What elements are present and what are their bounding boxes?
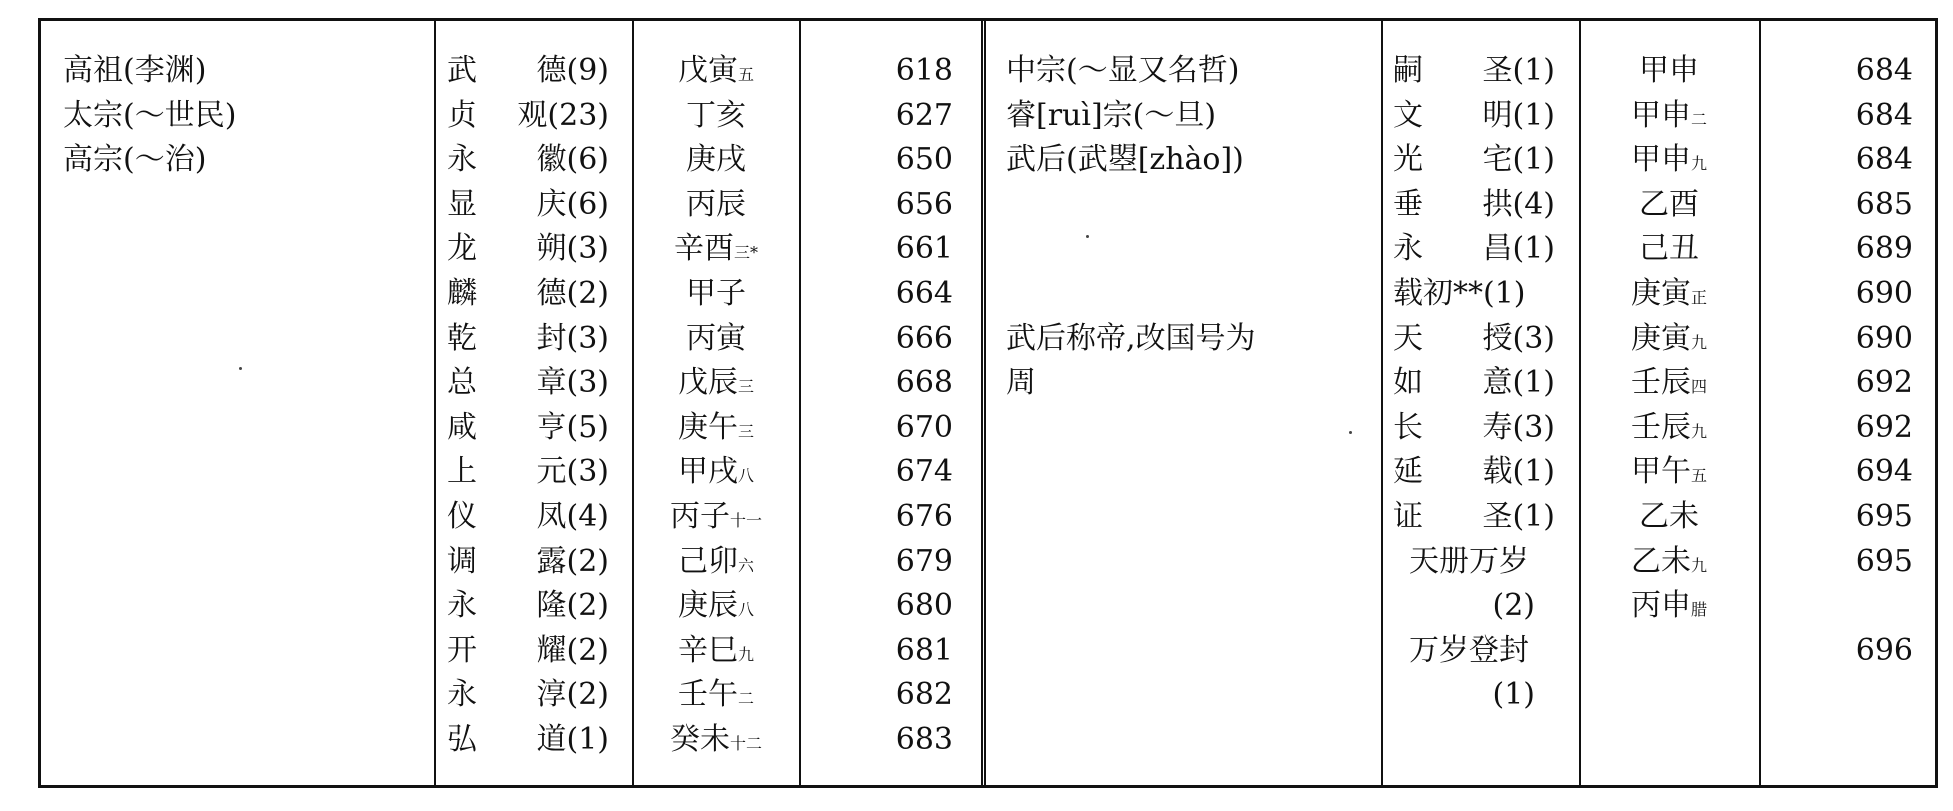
era-name: [1393, 227, 1575, 272]
month-marker: 四: [1690, 377, 1707, 397]
ganzhi-text: 甲申: [1630, 97, 1691, 133]
ganzhi-text: 甲戌: [677, 454, 738, 490]
ganzhi-text: 丙子: [669, 498, 730, 534]
ad-year: 696: [1855, 632, 1913, 668]
era-name-first-char: 弘: [447, 721, 477, 757]
ad-year: 684: [1855, 53, 1913, 88]
era-name-rest: 拱(4): [1482, 186, 1555, 222]
era-name-rest: 庆(6): [536, 186, 609, 222]
era-name-first-char: 仪: [447, 498, 477, 534]
ganzhi-text: 庚寅: [1630, 275, 1691, 311]
ruler-note: 武后称帝,改国号为: [1006, 320, 1256, 356]
ganzhi-text: 丙寅: [686, 320, 746, 356]
column-divider: [632, 21, 634, 785]
ad-year: 680: [895, 588, 953, 624]
ad-year: 676: [895, 498, 953, 534]
era-name-rest: 载(1): [1482, 454, 1555, 490]
ad-year: 656: [895, 186, 953, 222]
ganzhi-year: [636, 361, 796, 406]
era-name: [1393, 49, 1575, 94]
ganzhi-year: [636, 138, 796, 183]
ganzhi-year: [1583, 495, 1755, 540]
era-name: [447, 540, 627, 585]
era-name-first-char: 延: [1393, 454, 1423, 490]
ganzhi-text: 乙未: [1639, 498, 1699, 534]
ganzhi-year: [1583, 406, 1755, 451]
era-name-first-char: 垂: [1393, 186, 1423, 222]
month-marker: 五: [1690, 466, 1707, 486]
ganzhi-text: 甲申: [1639, 53, 1699, 88]
ganzhi-text: 壬辰: [1630, 409, 1691, 445]
ganzhi-text: 庚寅: [1630, 320, 1691, 356]
era-name-first-char: 光: [1393, 142, 1423, 178]
column-divider: [1381, 21, 1383, 785]
ganzhi-text: 丙申: [1630, 588, 1691, 624]
ad-year: 627: [895, 97, 953, 133]
ruler-name: 中宗(～显又名哲): [1006, 53, 1240, 88]
era-name: 载初**(1): [1393, 275, 1526, 311]
era-name-second-line: (1): [1492, 677, 1535, 713]
ad-year: 618: [895, 53, 953, 88]
month-marker: 腊: [1690, 600, 1707, 620]
ganzhi-year: [1583, 450, 1755, 495]
month-marker: 五: [737, 65, 754, 84]
era-name-first-char: 永: [1393, 231, 1423, 267]
ganzhi-text: 丙辰: [686, 186, 746, 222]
print-speck: [1086, 235, 1089, 238]
era-name-first-char: 永: [447, 142, 477, 178]
column-divider: [1759, 21, 1761, 785]
month-marker: 九: [1690, 332, 1707, 352]
era-name: [1393, 361, 1575, 406]
era-name-rest: 隆(2): [536, 588, 609, 624]
year-column-1: [803, 49, 953, 763]
ganzhi-year: [636, 629, 796, 674]
era-name-rest: 淳(2): [536, 677, 609, 713]
ruler-name: 睿[ruì]宗(～旦): [1006, 97, 1217, 133]
month-marker: 十二: [729, 733, 762, 753]
print-speck: [239, 367, 242, 370]
ad-year: 690: [1855, 275, 1913, 311]
ganzhi-text: 庚午: [677, 409, 738, 445]
ad-year: 683: [895, 721, 953, 757]
ad-year: 682: [895, 677, 953, 713]
ganzhi-text: 壬午: [677, 677, 738, 713]
ganzhi-year: [636, 49, 796, 94]
ganzhi-text: 乙未: [1630, 543, 1691, 579]
era-name-column-1: [447, 49, 627, 763]
month-marker: 八: [737, 600, 754, 620]
era-name-rest: 亨(5): [536, 409, 609, 445]
month-marker: 九: [1690, 421, 1707, 441]
era-name-rest: 授(3): [1482, 320, 1555, 356]
era-name-first-char: 贞: [447, 97, 477, 133]
month-marker: 九: [1690, 555, 1707, 575]
era-name-first-char: 嗣: [1393, 53, 1423, 88]
era-name-first-char: 证: [1393, 498, 1423, 534]
era-name-first-char: 天: [1393, 320, 1423, 356]
era-name-first-char: 开: [447, 632, 477, 668]
era-name-rest: 圣(1): [1482, 53, 1555, 88]
ganzhi-text: 甲子: [686, 275, 746, 311]
era-table: [38, 18, 1938, 788]
month-marker: 十一: [729, 510, 762, 530]
month-marker: 六: [737, 555, 754, 575]
month-marker: 三: [737, 421, 754, 441]
ganzhi-year: [636, 183, 796, 228]
ganzhi-year: [1583, 183, 1755, 228]
era-name-rest: 圣(1): [1482, 498, 1555, 534]
ad-year: 679: [895, 543, 953, 579]
era-name-rest: 寿(3): [1482, 409, 1555, 445]
month-marker: 八: [737, 466, 754, 486]
ad-year: 666: [895, 320, 953, 356]
ganzhi-year: [636, 540, 796, 585]
ganzhi-year: [636, 673, 796, 718]
ad-year: 692: [1855, 409, 1913, 445]
era-name: [1393, 138, 1575, 183]
era-name: [1393, 317, 1575, 362]
era-name: [1393, 495, 1575, 540]
ganzhi-text: 壬辰: [1630, 365, 1691, 401]
era-name-rest: 意(1): [1482, 365, 1555, 401]
column-divider: [1579, 21, 1581, 785]
ganzhi-year: [1583, 361, 1755, 406]
era-name-rest: 徽(6): [536, 142, 609, 178]
ganzhi-year: [636, 718, 796, 763]
ad-year: 681: [895, 632, 953, 668]
era-name-rest: 章(3): [536, 365, 609, 401]
ganzhi-text: 丁亥: [686, 97, 746, 133]
era-name-first-char: 长: [1393, 409, 1423, 445]
ruler-name: [1006, 272, 1371, 317]
era-name-first-char: 永: [447, 588, 477, 624]
column-divider: [799, 21, 801, 785]
month-marker: 三*: [733, 243, 758, 263]
ad-year: 695: [1855, 498, 1913, 534]
era-name-first-char: 乾: [447, 320, 477, 356]
era-name-first-line: 天册万岁: [1409, 543, 1529, 579]
era-name-rest: 道(1): [536, 721, 609, 757]
ad-year: 684: [1855, 97, 1913, 133]
era-name: [447, 317, 627, 362]
ruler-name: [1006, 227, 1371, 272]
month-marker: 二: [737, 689, 754, 709]
ganzhi-text: 己卯: [677, 543, 738, 579]
ganzhi-text: 癸未: [669, 721, 730, 757]
era-name-first-char: 文: [1393, 97, 1423, 133]
ganzhi-year: [636, 317, 796, 362]
era-name-rest: 德(9): [536, 53, 609, 88]
ganzhi-year: [1583, 138, 1755, 183]
ad-year: 685: [1855, 186, 1913, 222]
ad-year: 670: [895, 409, 953, 445]
ganzhi-year: [1583, 540, 1755, 585]
month-marker: 正: [1690, 287, 1707, 307]
ad-year: 674: [895, 454, 953, 490]
ad-year: 650: [895, 142, 953, 178]
ad-year: 668: [895, 365, 953, 401]
ganzhi-year: [1583, 272, 1755, 317]
ruler-name: 太宗(～世民): [63, 97, 237, 133]
ruler-column-2: [1006, 49, 1371, 406]
ganzhi-year: [636, 94, 796, 139]
ganzhi-year: [1583, 317, 1755, 362]
ad-year: 684: [1855, 142, 1913, 178]
ganzhi-column-1: [636, 49, 796, 763]
era-name-rest: 凤(4): [536, 498, 609, 534]
ganzhi-text: 乙酉: [1639, 186, 1699, 222]
era-name: [447, 94, 627, 139]
era-name-column-2: [1393, 49, 1575, 718]
era-name: [447, 495, 627, 540]
era-name: [447, 49, 627, 94]
section-divider: [981, 21, 986, 785]
era-name-first-char: 麟: [447, 275, 477, 311]
year-column-2: [1763, 49, 1913, 673]
ruler-note: 周: [1006, 365, 1036, 401]
print-speck: [1349, 431, 1352, 434]
era-name-first-char: 武: [447, 53, 477, 88]
ad-year: 664: [895, 275, 953, 311]
era-name-rest: 昌(1): [1482, 231, 1555, 267]
era-name: [447, 406, 627, 451]
era-name-rest: 耀(2): [536, 632, 609, 668]
ganzhi-text: 戊寅: [677, 53, 738, 88]
ganzhi-year: [1583, 227, 1755, 272]
ad-year: 695: [1855, 543, 1913, 579]
row-spacer: [1763, 584, 1913, 629]
month-marker: 三: [737, 377, 754, 397]
ad-year: 689: [1855, 231, 1913, 267]
ad-year: 692: [1855, 365, 1913, 401]
ganzhi-column-2: [1583, 49, 1755, 629]
ganzhi-year: [636, 495, 796, 540]
ad-year: 690: [1855, 320, 1913, 356]
era-name: [447, 629, 627, 674]
era-name-first-char: 龙: [447, 231, 477, 267]
month-marker: 九: [1690, 154, 1707, 174]
ganzhi-text: 甲午: [1630, 454, 1691, 490]
era-name-rest: 明(1): [1482, 97, 1555, 133]
era-name-rest: 朔(3): [536, 231, 609, 267]
ganzhi-year: [636, 584, 796, 629]
ruler-name: 高宗(～治): [63, 142, 207, 178]
ganzhi-year: [1583, 94, 1755, 139]
era-name: [447, 450, 627, 495]
ganzhi-year: [636, 406, 796, 451]
ganzhi-year: [636, 272, 796, 317]
ganzhi-text: 辛酉: [673, 231, 734, 267]
era-name: [1393, 183, 1575, 228]
ganzhi-text: 辛巳: [677, 632, 738, 668]
era-name: [447, 183, 627, 228]
ruler-name: 武后(武曌[zhào]): [1006, 142, 1244, 178]
ruler-column-1: [63, 49, 423, 183]
ruler-name: [1006, 183, 1371, 228]
ganzhi-year: [636, 227, 796, 272]
era-name-first-char: 总: [447, 365, 477, 401]
era-name-rest: 封(3): [536, 320, 609, 356]
ganzhi-text: 戊辰: [677, 365, 738, 401]
ganzhi-year: [1583, 584, 1755, 629]
month-marker: 九: [737, 644, 754, 664]
era-name-first-char: 永: [447, 677, 477, 713]
era-name-rest: 观(23): [517, 97, 609, 133]
era-name: [447, 272, 627, 317]
ganzhi-year: [1583, 49, 1755, 94]
month-marker: 二: [1690, 109, 1707, 129]
ad-year: 661: [895, 231, 953, 267]
era-name-second-line: (2): [1492, 588, 1535, 624]
era-name: [447, 227, 627, 272]
era-name: [447, 138, 627, 183]
era-name-first-char: 如: [1393, 365, 1423, 401]
era-name: [1393, 450, 1575, 495]
ganzhi-year: [636, 450, 796, 495]
era-name-first-char: 显: [447, 186, 477, 222]
era-name: [1393, 94, 1575, 139]
ganzhi-text: 甲申: [1630, 142, 1691, 178]
era-name: [447, 718, 627, 763]
era-name-rest: 元(3): [536, 454, 609, 490]
era-name-first-char: 上: [447, 454, 477, 490]
era-name-first-line: 万岁登封: [1409, 632, 1529, 668]
ganzhi-text: 庚辰: [677, 588, 738, 624]
era-name-rest: 露(2): [536, 543, 609, 579]
era-name: [447, 673, 627, 718]
era-name: [447, 584, 627, 629]
ad-year: 694: [1855, 454, 1913, 490]
era-name-rest: 宅(1): [1482, 142, 1555, 178]
ruler-name: 高祖(李渊): [63, 53, 207, 88]
era-name: [1393, 406, 1575, 451]
column-divider: [434, 21, 436, 785]
era-name: [447, 361, 627, 406]
era-name-rest: 德(2): [536, 275, 609, 311]
ganzhi-text: 己丑: [1639, 231, 1699, 267]
era-name-first-char: 咸: [447, 409, 477, 445]
era-name-first-char: 调: [447, 543, 477, 579]
ganzhi-text: 庚戌: [686, 142, 746, 178]
